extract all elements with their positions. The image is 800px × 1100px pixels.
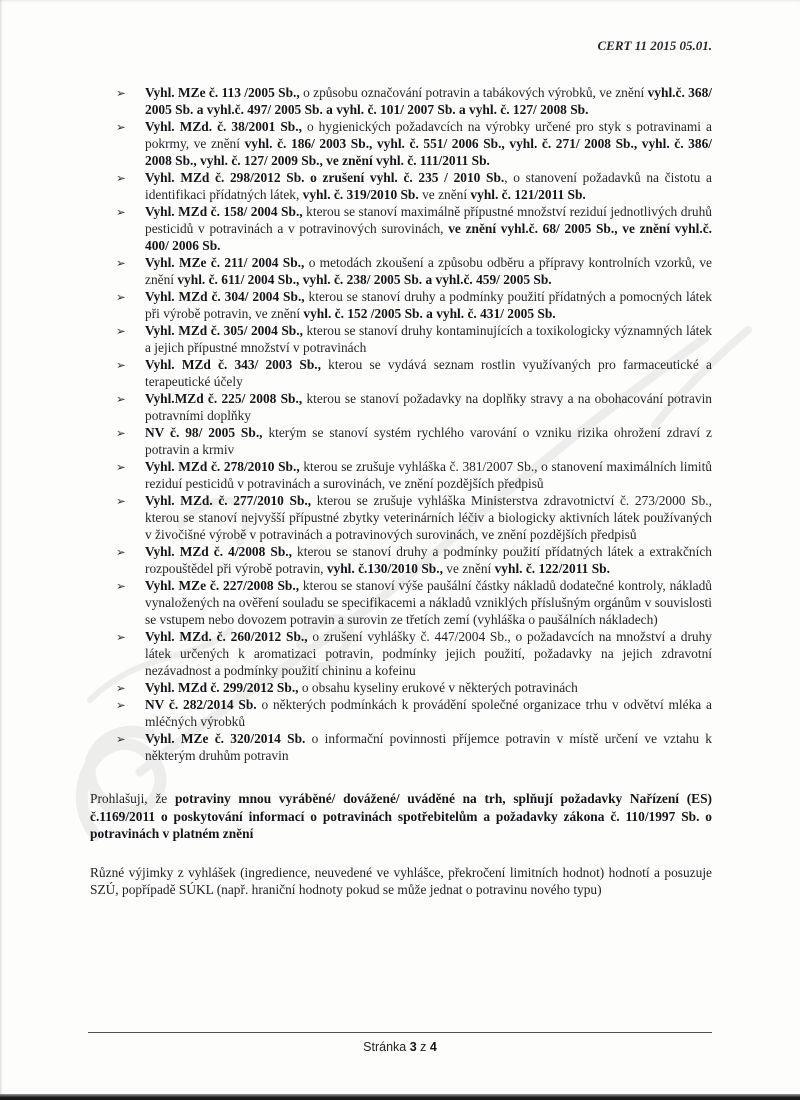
text-segment: kterou se stanoví druhy a podmínky použití přídatných látek a extrakčních rozpouštědel při výrobě potravin, — [145, 544, 712, 576]
text-segment: NV č. 282/2014 Sb. — [145, 697, 257, 712]
regulation-text — [145, 255, 712, 287]
regulation-list-item — [90, 577, 712, 628]
arrow-bullet-icon: ➢ — [116, 205, 126, 219]
text-segment: kterou se stanoví druhy a podmínky použití přídatných a pomocných látek při výrobě potravin, ve znění — [145, 289, 713, 321]
document-header — [598, 38, 713, 54]
regulation-text — [145, 680, 578, 695]
regulation-list-item — [90, 322, 712, 356]
regulation-text — [145, 85, 712, 117]
text-segment: Stránka — [363, 1040, 410, 1054]
text-segment: o zrušení vyhlášky č. 447/2004 Sb., o požadavcích na množství a druhy látek určených k aromatizaci potravin, podmínky jejich použití, požadavky na jejich zdravotní nezávadnost a podmínky použití chininu a kofeinu — [145, 629, 712, 678]
text-segment: o metodách zkoušení a způsobu odběru a přípravy kontrolních vzorků, ve znění — [145, 255, 712, 287]
regulation-list-item — [90, 118, 712, 169]
text-segment: Vyhl. MZd č. 299/2012 Sb., — [145, 680, 299, 695]
text-segment: o některých podmínkách k provádění společné organizace trhu v odvětví mléka a mléčných výrobků — [145, 697, 712, 729]
text-segment: Vyhl. MZe č. 211/ 2004 Sb., — [145, 255, 305, 270]
regulation-list-item — [90, 169, 712, 203]
regulation-list-item — [90, 390, 712, 424]
arrow-bullet-icon: ➢ — [116, 120, 126, 134]
regulation-list — [90, 84, 712, 764]
text-segment: Různé výjimky z vyhlášek (ingredience, neuvedené ve vyhlášce, překročení limitních hodnot) hodnotí a posuzuje SZÚ, popřípadě SÚKL (např. hraniční hodnoty pokud se může jednat o potravinu nového typu) — [90, 864, 712, 897]
regulation-text — [145, 544, 712, 576]
text-segment: potraviny mnou vyráběné/ dovážené/ uváděné na trh, splňují požadavky Nařízení (ES) č.1169/2011 o poskytování informací o potravinách spotřebitelům a požadavky zákona č. 110/1997 Sb. o potravinách v platném znění — [90, 791, 712, 841]
text-segment: o způsobu označování potravin a tabákových výrobků, ve znění — [299, 85, 648, 100]
text-segment: o informační povinnosti příjemce potravin v místě určení ve vztahu k některým druhům potravin — [145, 731, 712, 763]
regulation-list-item — [90, 679, 712, 696]
text-segment: kterou se stanoví výše paušální částky nákladů dodatečné kontroly, nákladů vynaložených na ověření souladu se specifikacemi a nákladů vzniklých příslušným orgánům v souvislosti se vstupem nebo dovozem potravin a surovin ze třetích zemí (vyhláška o paušálních nákladech) — [145, 578, 712, 627]
text-segment: kterým se stanoví systém rychlého varování o vzniku rizika ohrožení zdraví z potravin a krmiv — [145, 425, 713, 457]
regulation-text — [145, 697, 712, 729]
text-segment: kterou se stanoví druhy kontaminujících a toxikologicky významných látek a jejich přípustné množství v potravinách — [145, 323, 712, 355]
page-number — [363, 1040, 437, 1054]
arrow-bullet-icon: ➢ — [116, 358, 126, 372]
arrow-bullet-icon: ➢ — [116, 494, 126, 508]
arrow-bullet-icon: ➢ — [116, 392, 126, 406]
regulation-list-item — [90, 84, 712, 118]
text-segment: vyhl. č. 122/2011 Sb. — [494, 561, 610, 576]
arrow-bullet-icon: ➢ — [116, 698, 126, 712]
regulation-list-item — [90, 696, 712, 730]
text-segment: Vyhl. MZe č. 227/2008 Sb., — [145, 578, 300, 593]
arrow-bullet-icon: ➢ — [116, 579, 126, 593]
declaration-paragraph — [90, 790, 712, 843]
text-segment: Prohlašuji, že — [90, 791, 175, 806]
text-segment: vyhl. č. 152 /2005 Sb. a vyhl. č. 431/ 2005 Sb. — [303, 306, 556, 321]
text-segment: ve znění — [418, 187, 471, 202]
text-segment: Vyhl. MZd č. 158/ 2004 Sb., — [145, 204, 303, 219]
text-segment: Vyhl. MZd č. 343/ 2003 Sb., — [145, 357, 321, 372]
text-segment: o hygienických požadavcích na výrobky určené pro styk s potravinami a pokrmy, ve znění — [145, 119, 712, 151]
regulation-list-item — [90, 203, 712, 254]
text-segment: , o stanovení požadavků na čistotu a identifikaci přídatných látek, — [145, 170, 712, 202]
text-segment: Vyhl. MZd č. 4/2008 Sb., — [145, 544, 292, 559]
regulation-text — [145, 578, 712, 627]
arrow-bullet-icon: ➢ — [116, 324, 126, 338]
text-segment: 4 — [429, 1040, 437, 1054]
arrow-bullet-icon: ➢ — [116, 256, 126, 270]
text-segment: vyhl. č. 121/2011 Sb. — [470, 187, 586, 202]
text-segment: z — [416, 1040, 430, 1054]
regulation-list-item — [90, 492, 712, 543]
text-segment: kterou se stanoví maximálně přípustné množství reziduí jednotlivých druhů pesticidů v potravinách a v potravinových surovinách, — [145, 204, 712, 236]
text-segment: Vyhl.MZd č. 225/ 2008 Sb., — [145, 391, 303, 406]
arrow-bullet-icon: ➢ — [116, 290, 126, 304]
regulation-text — [145, 323, 712, 355]
regulation-list-item — [90, 628, 712, 679]
regulation-text — [145, 731, 712, 763]
arrow-bullet-icon: ➢ — [116, 86, 126, 100]
regulation-text — [145, 357, 712, 389]
text-segment: vyhl. č. 611/ 2004 Sb., vyhl. č. 238/ 2005 Sb. a vyhl.č. 459/ 2005 Sb. — [177, 272, 552, 287]
arrow-bullet-icon: ➢ — [116, 171, 126, 185]
regulation-list-item — [90, 356, 712, 390]
regulation-text — [145, 459, 712, 491]
regulation-text — [145, 204, 712, 253]
regulation-list-item — [90, 288, 712, 322]
text-segment: Vyhl. MZd č. 305/ 2004 Sb., — [145, 323, 303, 338]
text-segment: Vyhl. MZd. č. 277/2010 Sb., — [145, 493, 312, 508]
text-segment: kterou se stanoví požadavky na doplňky stravy a na obohacování potravin potravními doplňky — [145, 391, 712, 423]
regulation-text — [145, 493, 712, 542]
regulation-text — [145, 391, 712, 423]
regulation-text — [145, 119, 712, 168]
regulation-text — [145, 289, 712, 321]
text-segment: Vyhl. MZd č. 278/2010 Sb., — [145, 459, 300, 474]
regulation-list-item — [90, 254, 712, 288]
regulation-list-item — [90, 543, 712, 577]
text-segment: Vyhl. MZe č. 320/2014 Sb. — [145, 731, 306, 746]
text-segment: Vyhl. MZd. č. 38/2001 Sb., — [145, 119, 302, 134]
document-body — [90, 84, 712, 899]
text-segment: Vyhl. MZd. č. 260/2012 Sb., — [145, 629, 308, 644]
regulation-text — [145, 425, 712, 457]
regulation-text — [145, 170, 712, 202]
text-segment: kterou se zrušuje vyhláška č. 381/2007 Sb., o stanovení maximálních limitů reziduí pesticidů v potravinách a surovinách, ve znění pozdějších předpisů — [145, 459, 712, 491]
page-footer — [88, 1032, 712, 1054]
arrow-bullet-icon: ➢ — [116, 681, 126, 695]
text-segment: vyhl. č. 186/ 2003 Sb., vyhl. č. 551/ 2006 Sb., vyhl. č. 271/ 2008 Sb., vyhl. č. 386/ 2008 Sb., vyhl. č. 127/ 2009 Sb., ve znění vyhl. č. 111/2011 Sb. — [145, 136, 712, 168]
text-segment: vyhl.č. 368/ 2005 Sb. a vyhl.č. 497/ 2005 Sb. a vyhl. č. 101/ 2007 Sb. a vyhl. č. 127/ 2008 Sb. — [145, 85, 712, 117]
text-segment: vyhl. č. 319/2010 Sb. — [302, 187, 419, 202]
text-segment: o obsahu kyseliny erukové v některých potravinách — [298, 680, 578, 695]
cert-code: CERT 11 2015 05.01. — [597, 38, 712, 53]
arrow-bullet-icon: ➢ — [116, 732, 126, 746]
text-segment: kterou se vydává seznam rostlin využívaných pro farmaceutické a terapeutické účely — [145, 357, 712, 389]
arrow-bullet-icon: ➢ — [116, 630, 126, 644]
regulation-text — [145, 629, 712, 678]
text-segment: ve znění vyhl.č. 68/ 2005 Sb., ve znění vyhl.č. 400/ 2006 Sb. — [145, 221, 712, 253]
regulation-list-item — [90, 730, 712, 764]
text-segment: Vyhl. MZd č. 304/ 2004 Sb., — [145, 289, 305, 304]
exceptions-paragraph — [90, 864, 712, 899]
text-segment: Vyhl. MZd č. 298/2012 Sb. o zrušení vyhl. č. 235 / 2010 Sb. — [145, 170, 505, 185]
text-segment: ve znění — [442, 561, 495, 576]
text-segment: 3 — [409, 1040, 417, 1054]
arrow-bullet-icon: ➢ — [116, 426, 126, 440]
regulation-list-item — [90, 424, 712, 458]
text-segment: Vyhl. MZe č. 113 /2005 Sb., — [145, 85, 300, 100]
text-segment: NV č. 98/ 2005 Sb., — [145, 425, 263, 440]
arrow-bullet-icon: ➢ — [116, 545, 126, 559]
text-segment: kterou se zrušuje vyhláška Ministerstva zdravotnictví č. 273/2000 Sb., kterou se stanoví nejvyšší přípustné zbytky veterinárních léčiv a biologicky aktivních látek používaných v živočišné výrobě v potravinách a potravinových surovinách, ve znění pozdějších předpisů — [145, 493, 712, 542]
scan-edge-artifact — [0, 1094, 800, 1100]
regulation-list-item — [90, 458, 712, 492]
text-segment: vyhl. č.130/2010 Sb., — [326, 561, 443, 576]
arrow-bullet-icon: ➢ — [116, 460, 126, 474]
